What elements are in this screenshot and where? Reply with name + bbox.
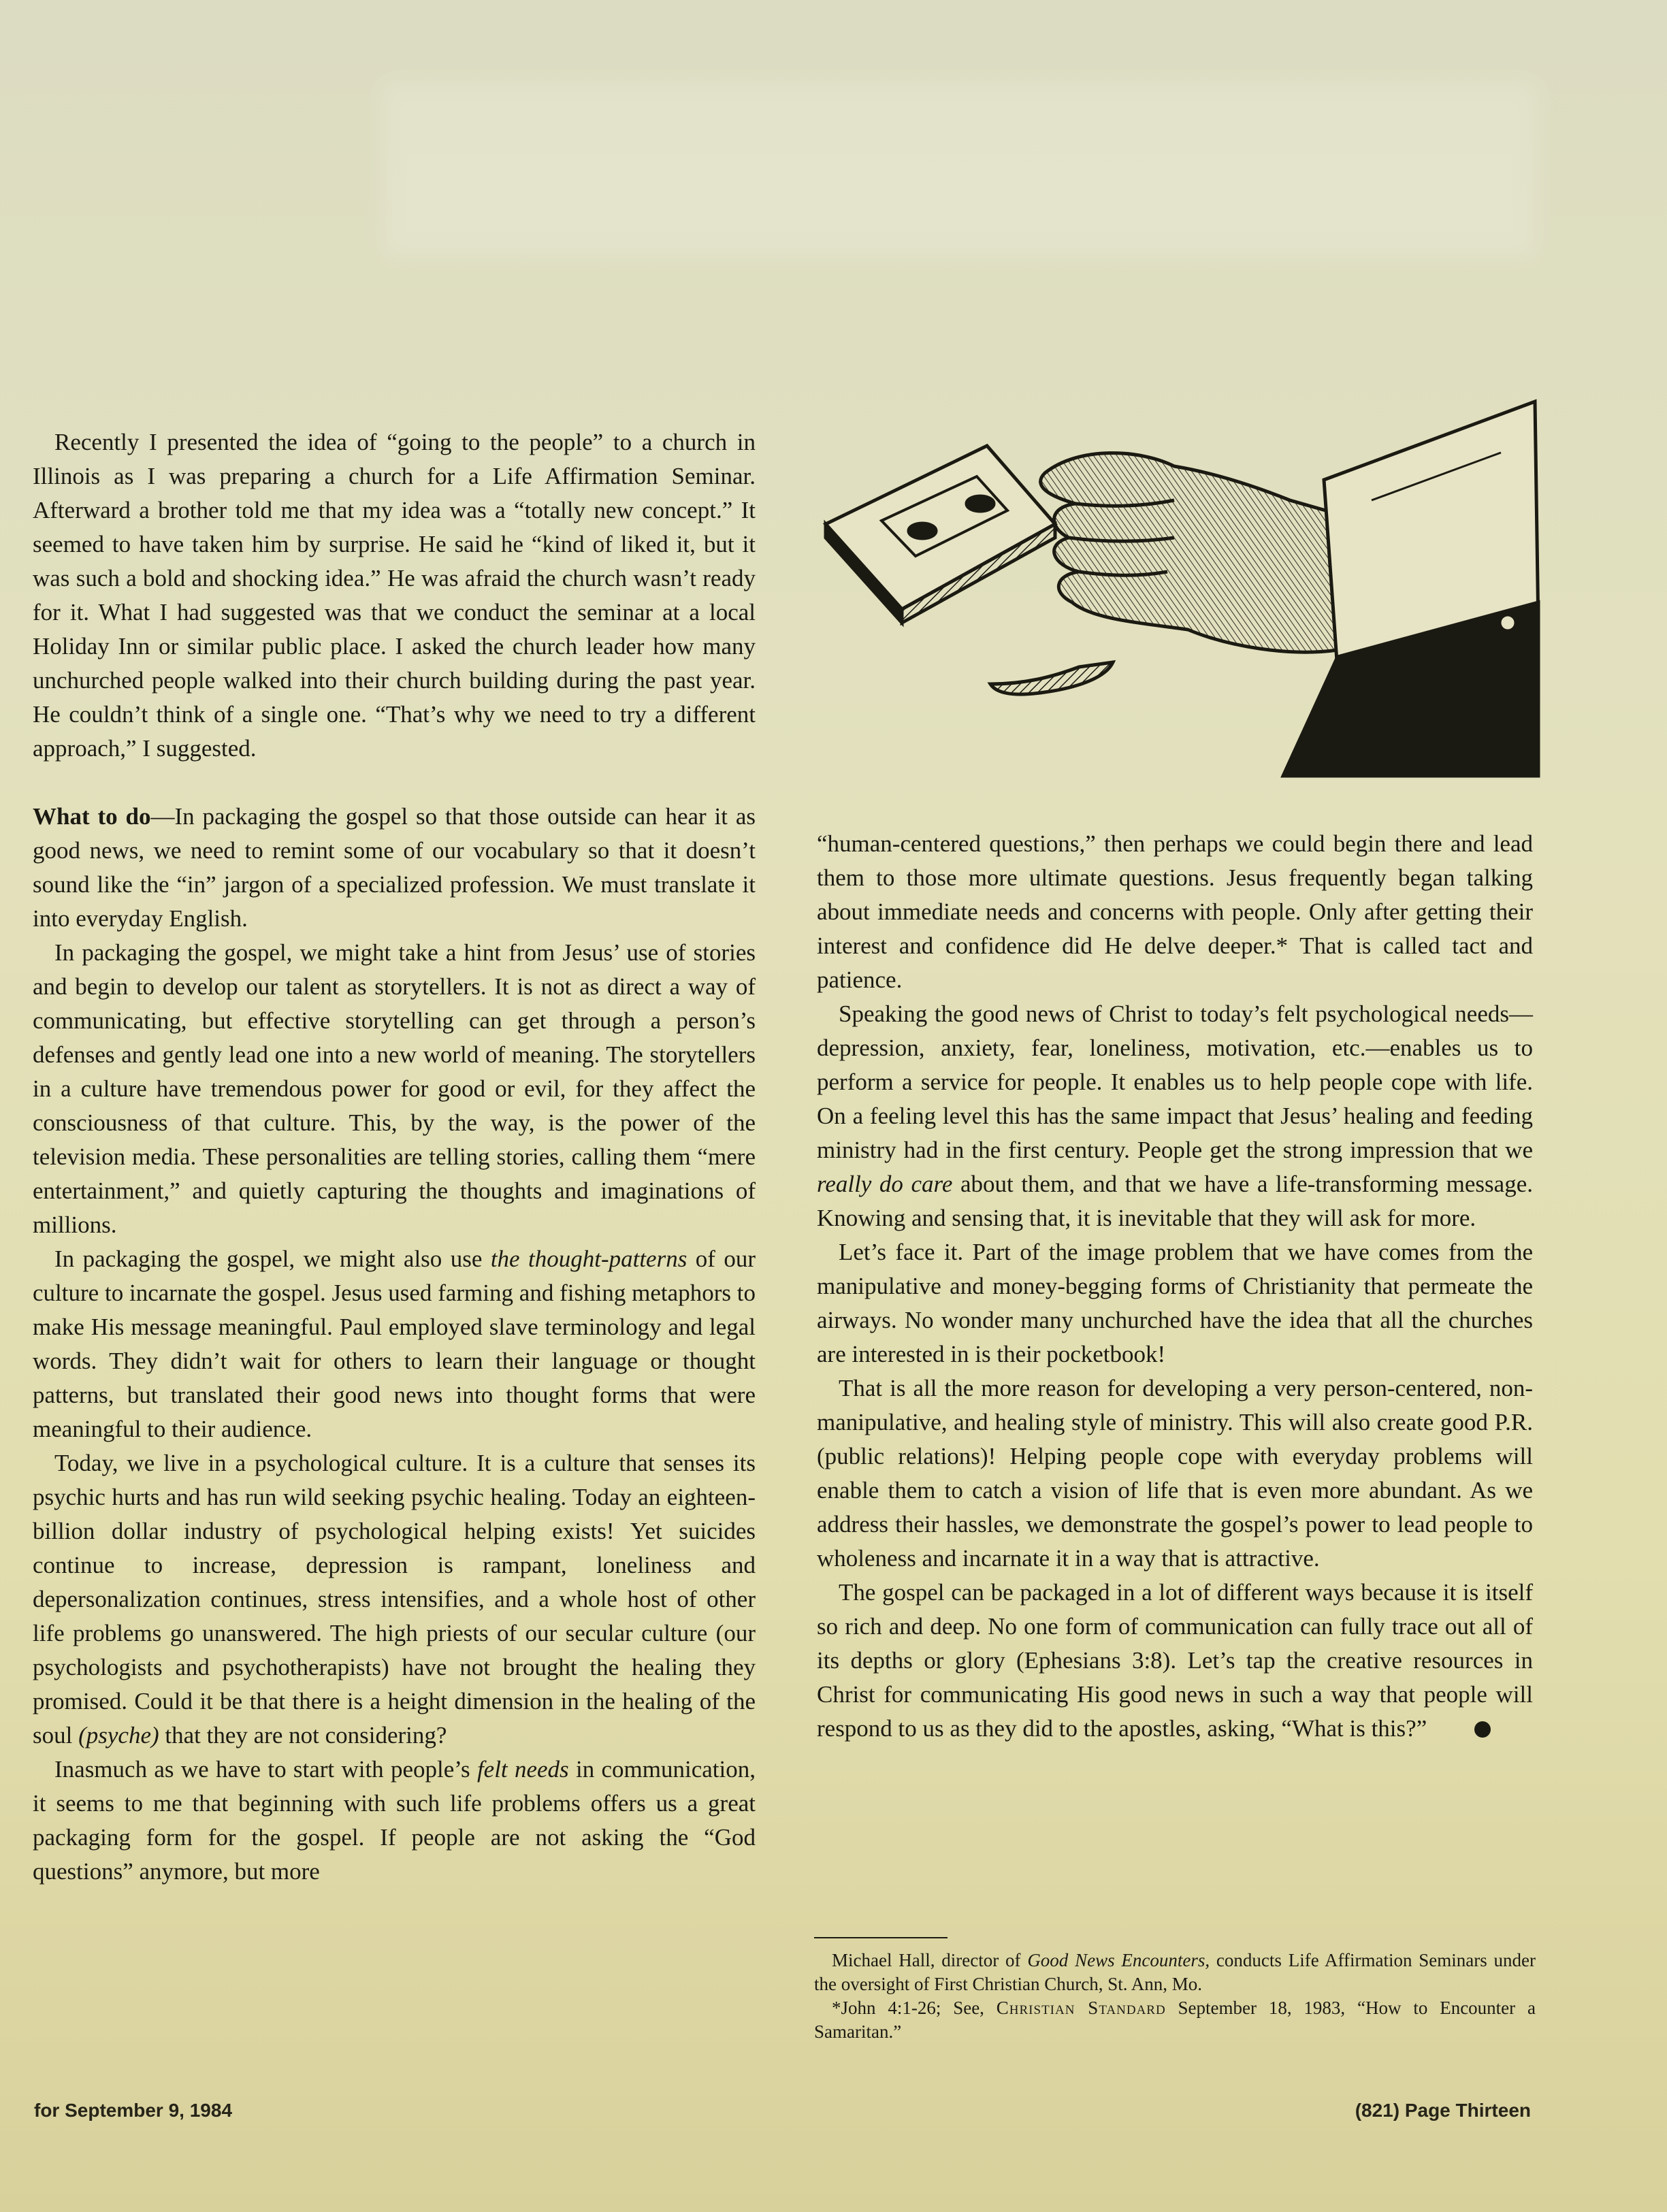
footnote-rule: [814, 1937, 948, 1938]
author-bio: Michael Hall, director of Good News Encounters, conducts Life Affirmation Seminars under the oversight of First Christian Church, St. Ann, Mo.: [814, 1950, 1536, 1994]
article-right-column: [817, 827, 1533, 1746]
run-in-heading: What to do: [33, 803, 151, 830]
footer-date: for September 9, 1984: [34, 2100, 233, 2121]
article-left-column: [33, 425, 756, 1889]
paragraph-person-centered-ministry: That is all the more reason for developing a very person-centered, non-manipulative, and healing style of ministry. This will also create good P.R. (public relations)! Helping people cope with everyday problems will enable them to catch a vision of life that is even more abundant. As we address their hassles, we demonstrate the gospel’s power to lead people to wholeness and incarnate it in a way that is attractive.: [817, 1375, 1533, 1572]
scripture-footnote: *John 4:1-26; See, Christian Standard September 18, 1983, “How to Encounter a Samaritan.”: [814, 1998, 1536, 2042]
paragraph-image-problem: Let’s face it. Part of the image problem that we have comes from the manipulative and money-begging forms of Christianity that permeate the airways. No wonder many unchurched have the idea that all the churches are interested in is their pocketbook!: [817, 1239, 1533, 1367]
footnotes: [814, 1949, 1536, 2044]
paragraph-what-to-do: What to do—In packaging the gospel so that those outside can hear it as good news, we need to remint some of our vocabulary so that it doesn’t sound like the “in” jargon of a specialized profession. We must translate it into everyday English.: [33, 803, 756, 932]
paragraph-thought-patterns: In packaging the gospel, we might also use the thought-patterns of our culture to incarnate the gospel. Jesus used farming and fishing metaphors to make His message meaningful. Paul employed slave terminology and legal words. They didn’t wait for others to learn their language or thought patterns, but translated their good news into thought forms that were meaningful to their audience.: [33, 1246, 756, 1442]
paragraph-felt-needs: Inasmuch as we have to start with people’s felt needs in communication, it seems to me that beginning with such life problems offers us a great packaging form for the gospel. If people are not asking the “God questions” anymore, but more: [33, 1756, 756, 1885]
end-of-article-bullet-icon: [1474, 1721, 1491, 1738]
footer-page-number: (821) Page Thirteen: [1355, 2100, 1531, 2121]
paragraph-felt-psychological-needs: Speaking the good news of Christ to today’s felt psychological needs—depression, anxiety, fear, loneliness, motivation, etc.—enables us to perform a service for people. It enables us to help people cope with life. On a feeling level this has the same impact that Jesus’ healing and feeding ministry had in the first century. People get the strong impression that we really do care about them, and that we have a life-transforming message. Knowing and sensing that, it is inevitable that they will ask for more.: [817, 1001, 1533, 1231]
show-through-title: [381, 82, 1538, 259]
paragraph-psychological-culture: Today, we live in a psychological culture. It is a culture that senses its psychic hurts and has run wild seeking psychic healing. Today an eighteen-billion dollar industry of psychological helping exists! Yet suicides continue to increase, depression is rampant, loneliness and depersonalization continues, stress intensifies, and a whole host of other life problems go unanswered. The high priests of our secular culture (our psychologists and psychotherapists) have not brought the healing they promised. Could it be that there is a height dimension in the healing of the soul (psyche) that they are not considering?: [33, 1450, 756, 1749]
hand: [990, 453, 1338, 695]
paragraph-going-to-people: Recently I presented the idea of “going to the people” to a church in Illinois as I was preparing a church for a Life Affirmation Seminar. Afterward a brother told me that my idea was a “totally new concept.” It seemed to have taken him by surprise. He said he “kind of liked it, but it was such a bold and shocking idea.” He was afraid the church wasn’t ready for it. What I had suggested was that we conduct the seminar at a local Holiday Inn or similar public place. I asked the church leader how many unchurched people walked into their church building during the past year. He couldn’t think of a single one. “That’s why we need to try a different approach,” I suggested.: [33, 429, 756, 762]
paragraph-storytellers: In packaging the gospel, we might take a hint from Jesus’ use of stories and begin to develop our talent as storytellers. It is not as direct a way of communicating, but effective storytelling can get through a person’s defenses and gently lead one into a new world of meaning. The storytellers in a culture have tremendous power for good or evil, for they affect the consciousness of that culture. This, by the way, is the power of the television media. These personalities are telling stories, calling them “mere entertainment,” and quietly capturing the thoughts and imaginations of millions.: [33, 939, 756, 1238]
paragraph-human-centered-questions: “human-centered questions,” then perhaps we could begin there and lead them to those more ultimate questions. Jesus frequently began talking about immediate needs and concerns with people. Only after getting their interest and confidence did He delve deeper.* That is called tact and patience.: [817, 830, 1533, 993]
paragraph-gospel-packaged: The gospel can be packaged in a lot of different ways because it is itself so rich and deep. No one form of communication can fully trace out all of its depths or glory (Ephesians 3:8). Let’s tap the creative resources in Christ for communicating His good news in such a way that people will respond to us as they did to the apostles, asking, “What is this?”: [817, 1579, 1533, 1742]
cassette-tape: [826, 446, 1055, 623]
hand-holding-cassette-tape-icon: [820, 398, 1542, 779]
